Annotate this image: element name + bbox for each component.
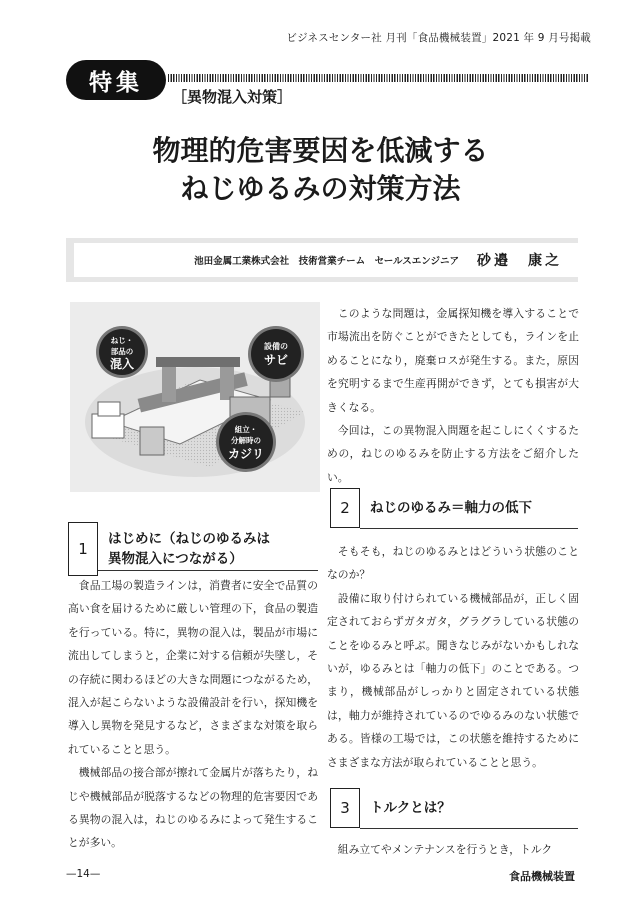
title-line-1: 物理的危害要因を低減する <box>152 134 489 167</box>
paragraph: 組み立てやメンテナンスを行うとき，トルク <box>337 843 553 856</box>
section-3-title: トルクとは？ <box>370 800 451 816</box>
section-1-rule <box>98 570 318 571</box>
paragraph: 設備に取り付けられている機械部品が，正しく固定されておらずガタガタ，グラグラしている状態のことをゆるみと呼ぶ。聞きなじみがないかもしれないが，ゆるみとは「軸力の低下」のことである。つまり，機械部品がしっかりと固定されている状態は，軸力が維持されているのでゆるみのない状態である。皆様の工場では，この状態を維持するためにさまざまな方法が取られていることと思う。 <box>327 591 579 769</box>
paragraph: 食品工場の製造ラインは，消費者に安全で品質の高い食を届けるために厳しい管理の下，食品の製造を行っている。特に，異物の混入は，製品が市場に流出してしまうと，企業に対する信頼が失墜し，その存続に関わるほどの大きな問題につながるため，混入が起こらないような設備設計を行い，探知機を導入し異物を発見するなど，さまざまな対策を取られていることと思う。 <box>68 579 318 756</box>
feature-badge: 特集 <box>66 60 166 100</box>
title-line-2: ねじゆるみの対策方法 <box>180 172 461 205</box>
journal-name: 食品機械装置 <box>509 870 575 883</box>
author-affiliation: 池田金属工業株式会社 技術営業チーム セールスエンジニア <box>194 256 459 267</box>
illus-label-1-line2: 部品の <box>110 347 134 356</box>
section-3-heading <box>330 788 451 828</box>
illus-label-3-line1: 組立・ <box>234 425 258 434</box>
paragraph: このような問題は，金属探知機を導入することで市場流出を防ぐことができたとしても，ラインを止めることになり，廃棄ロスが発生する。また，原因を究明するまで生産再開ができず，とても損害が大きくなる。 <box>327 307 579 414</box>
section-1-heading <box>68 522 270 576</box>
illus-label-2-line1: 設備の <box>264 342 288 351</box>
section-3-rule <box>360 828 578 829</box>
page-number: —14— <box>66 868 101 880</box>
section-1-title-line-2: 異物混入につながる） <box>108 551 243 567</box>
section-2-rule <box>360 528 578 529</box>
paragraph: 今回は，この異物混入問題を起こしにくくするための，ねじのゆるみを防止する方法をご紹介したい。 <box>327 424 579 484</box>
right-column-top <box>327 302 579 489</box>
section-2-title: ねじのゆるみ＝軸力の低下 <box>370 500 532 516</box>
factory-illustration <box>70 302 320 492</box>
left-column <box>68 574 318 855</box>
author-name: 砂邉 康之 <box>477 253 562 269</box>
feature-rule <box>168 74 589 82</box>
illus-label-2-line2: サビ <box>263 353 289 367</box>
illus-label-1-line3: 混入 <box>109 357 135 371</box>
paragraph: そもそも，ねじのゆるみとはどういう状態のことなのか？ <box>327 545 579 582</box>
section-1-number: 1 <box>68 522 98 576</box>
illus-label-3-line3: カジリ <box>227 447 265 461</box>
article-title <box>0 132 641 208</box>
section-1-title-line-1: はじめに（ねじのゆるみは <box>108 531 270 547</box>
illus-label-1-line1: ねじ・ <box>110 336 134 345</box>
illus-label-3-line2: 分解時の <box>231 436 261 445</box>
masthead: ビジネスセンター社 月刊「食品機械装置」2021 年 9 月号掲載 <box>286 32 591 44</box>
feature-subtitle: ［異物混入対策］ <box>172 88 293 106</box>
byline-box <box>66 238 578 282</box>
paragraph: 機械部品の接合部が擦れて金属片が落ちたり，ねじや機械部品が脱落するなどの物理的危害要因である異物の混入は，ねじのゆるみによって発生することが多い。 <box>68 766 318 850</box>
right-column-middle <box>327 540 579 774</box>
section-2-number: 2 <box>330 488 360 528</box>
section-2-heading <box>330 488 532 528</box>
right-column-bottom <box>327 838 579 861</box>
section-3-number: 3 <box>330 788 360 828</box>
